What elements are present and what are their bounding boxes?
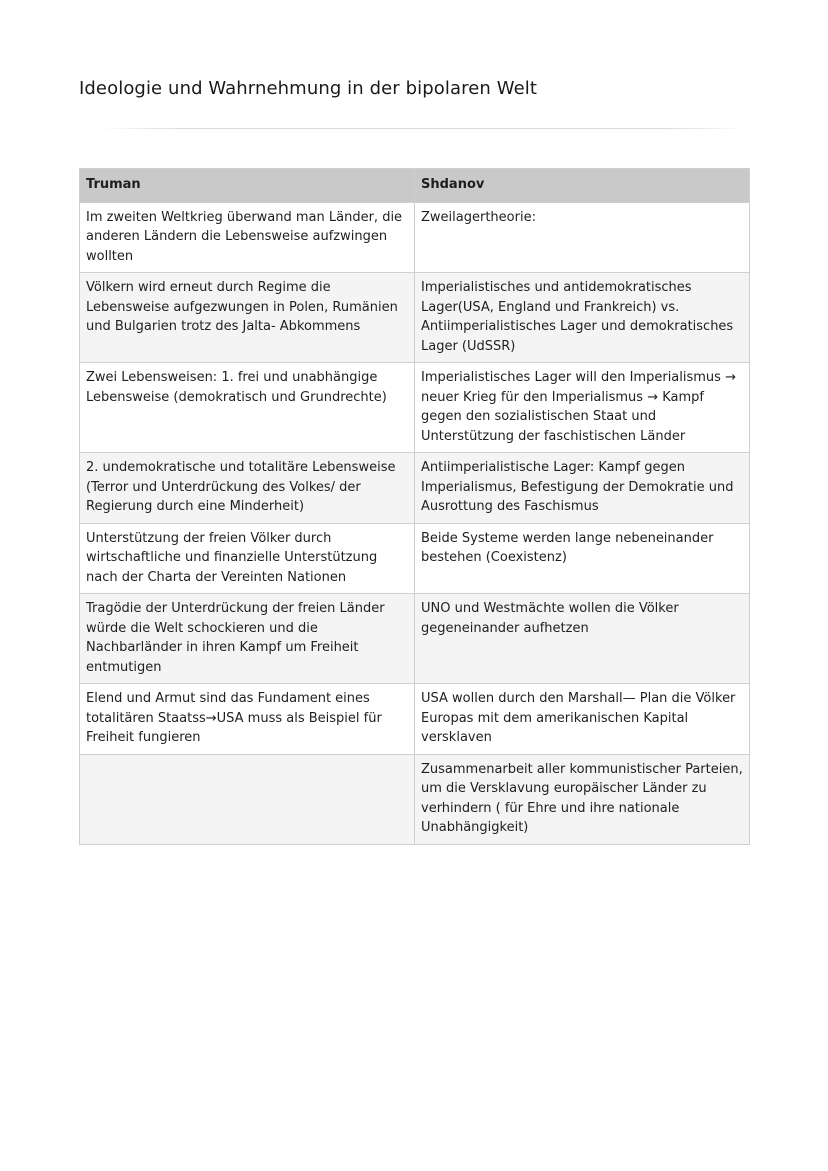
truman-cell: Im zweiten Weltkrieg überwand man Länder, die anderen Ländern die Lebensweise aufzwingen wollten	[80, 202, 415, 273]
shdanov-cell: UNO und Westmächte wollen die Völker gegeneinander aufhetzen	[415, 594, 750, 684]
table-row	[80, 594, 750, 684]
shdanov-cell: USA wollen durch den Marshall— Plan die Völker Europas mit dem amerikanischen Kapital versklaven	[415, 684, 750, 755]
header-shdanov: Shdanov	[415, 169, 750, 203]
title-divider	[100, 128, 748, 129]
shdanov-cell: Beide Systeme werden lange nebeneinander bestehen (Coexistenz)	[415, 523, 750, 594]
table-row	[80, 684, 750, 755]
comparison-table	[79, 168, 750, 845]
shdanov-cell: Imperialistisches Lager will den Imperialismus → neuer Krieg für den Imperialismus → Kampf gegen den sozialistischen Staat und Unterstützung der faschistischen Länder	[415, 363, 750, 453]
page-title: Ideologie und Wahrnehmung in der bipolaren Welt	[79, 78, 538, 99]
table-row	[80, 363, 750, 453]
table-header-row	[80, 169, 750, 203]
truman-cell: Elend und Armut sind das Fundament eines totalitären Staatss→USA muss als Beispiel für Freiheit fungieren	[80, 684, 415, 755]
shdanov-cell: Zweilagertheorie:	[415, 202, 750, 273]
truman-cell: Tragödie der Unterdrückung der freien Länder würde die Welt schockieren und die Nachbarländer in ihren Kampf um Freiheit entmutigen	[80, 594, 415, 684]
table-row	[80, 202, 750, 273]
table-row	[80, 453, 750, 524]
truman-cell: 2. undemokratische und totalitäre Lebensweise (Terror und Unterdrückung des Volkes/ der Regierung durch eine Minderheit)	[80, 453, 415, 524]
table-row	[80, 273, 750, 363]
shdanov-cell: Antiimperialistische Lager: Kampf gegen Imperialismus, Befestigung der Demokratie und Ausrottung des Faschismus	[415, 453, 750, 524]
table-row	[80, 523, 750, 594]
truman-cell: Zwei Lebensweisen: 1. frei und unabhängige Lebensweise (demokratisch und Grundrechte)	[80, 363, 415, 453]
table-row	[80, 754, 750, 844]
truman-cell	[80, 754, 415, 844]
shdanov-cell: Zusammenarbeit aller kommunistischer Parteien, um die Versklavung europäischer Länder zu verhindern ( für Ehre und ihre nationale Unabhängigkeit)	[415, 754, 750, 844]
shdanov-cell: Imperialistisches und antidemokratisches Lager(USA, England und Frankreich) vs. Antiimperialistisches Lager und demokratisches Lager (UdSSR)	[415, 273, 750, 363]
header-truman: Truman	[80, 169, 415, 203]
truman-cell: Unterstützung der freien Völker durch wirtschaftliche und finanzielle Unterstützung nach der Charta der Vereinten Nationen	[80, 523, 415, 594]
truman-cell: Völkern wird erneut durch Regime die Lebensweise aufgezwungen in Polen, Rumänien und Bulgarien trotz des Jalta- Abkommens	[80, 273, 415, 363]
